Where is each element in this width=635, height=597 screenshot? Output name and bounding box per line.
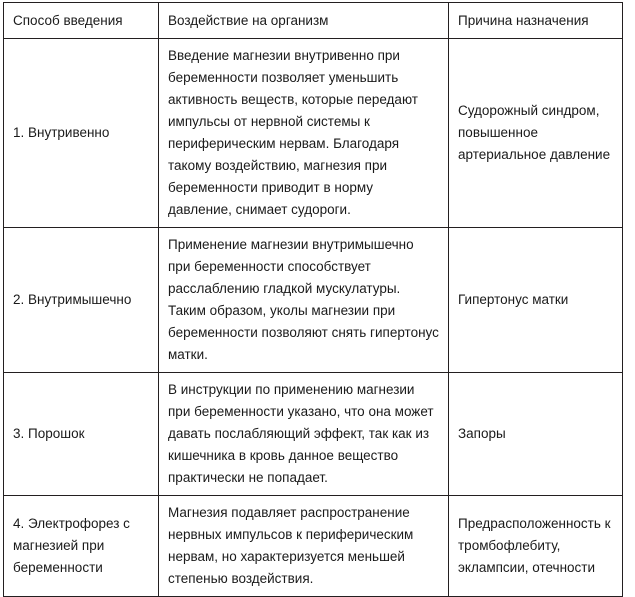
table-row [4, 496, 623, 597]
cell-reason-text: Предрасположенность к тромбофлебиту, эклампсии, отечности [458, 516, 611, 575]
table-row [4, 228, 623, 373]
cell-effect-text: В инструкции по применению магнезии при беременности указано, что она может давать послабляющий эффект, так как из кишечника в кровь данное вещество практически не попадает. [168, 382, 434, 485]
table-body [4, 39, 623, 597]
cell-method [4, 228, 159, 373]
data-table [3, 2, 623, 597]
column-header-reason [449, 3, 623, 39]
cell-reason [449, 228, 623, 373]
cell-effect [159, 228, 449, 373]
table-row [4, 373, 623, 496]
cell-reason [449, 373, 623, 496]
table-header [4, 3, 623, 39]
table-container [3, 2, 622, 597]
cell-effect [159, 496, 449, 597]
cell-effect [159, 373, 449, 496]
column-header-effect [159, 3, 449, 39]
cell-method-text: 4. Электрофорез с магнезией при беременности [13, 516, 130, 575]
cell-method [4, 373, 159, 496]
cell-method-text: 2. Внутримышечно [13, 292, 132, 307]
table-header-row [4, 3, 623, 39]
column-header-effect-label: Воздействие на организм [168, 12, 329, 28]
cell-reason [449, 496, 623, 597]
cell-reason-text: Гипертонус матки [458, 292, 569, 307]
cell-effect-text: Применение магнезии внутримышечно при беременности способствует расслаблению гладкой мускулатуры. Таким образом, уколы магнезии при беременности позволяют снять гипертонус матки. [168, 237, 439, 362]
cell-effect-text: Магнезия подавляет распространение нервных импульсов к периферическим нервам, но характеризуется меньшей степенью воздействия. [168, 505, 414, 586]
cell-reason-text: Судорожный синдром, повышенное артериальное давление [458, 103, 611, 162]
cell-method-text: 3. Порошок [13, 426, 85, 441]
cell-method [4, 39, 159, 228]
column-header-method [4, 3, 159, 39]
cell-method-text: 1. Внутривенно [13, 125, 110, 140]
cell-effect-text: Введение магнезии внутривенно при беременности позволяет уменьшить активность веществ, которые передают импульсы от нервной системы к периферическим нервам. Благодаря такому воздействию, магнезия при беременности приводит в норму давление, снимает судороги. [168, 48, 418, 217]
cell-reason [449, 39, 623, 228]
cell-effect [159, 39, 449, 228]
column-header-method-label: Способ введения [13, 12, 123, 28]
column-header-reason-label: Причина назначения [458, 12, 589, 28]
cell-method [4, 496, 159, 597]
cell-reason-text: Запоры [458, 426, 506, 441]
table-row [4, 39, 623, 228]
